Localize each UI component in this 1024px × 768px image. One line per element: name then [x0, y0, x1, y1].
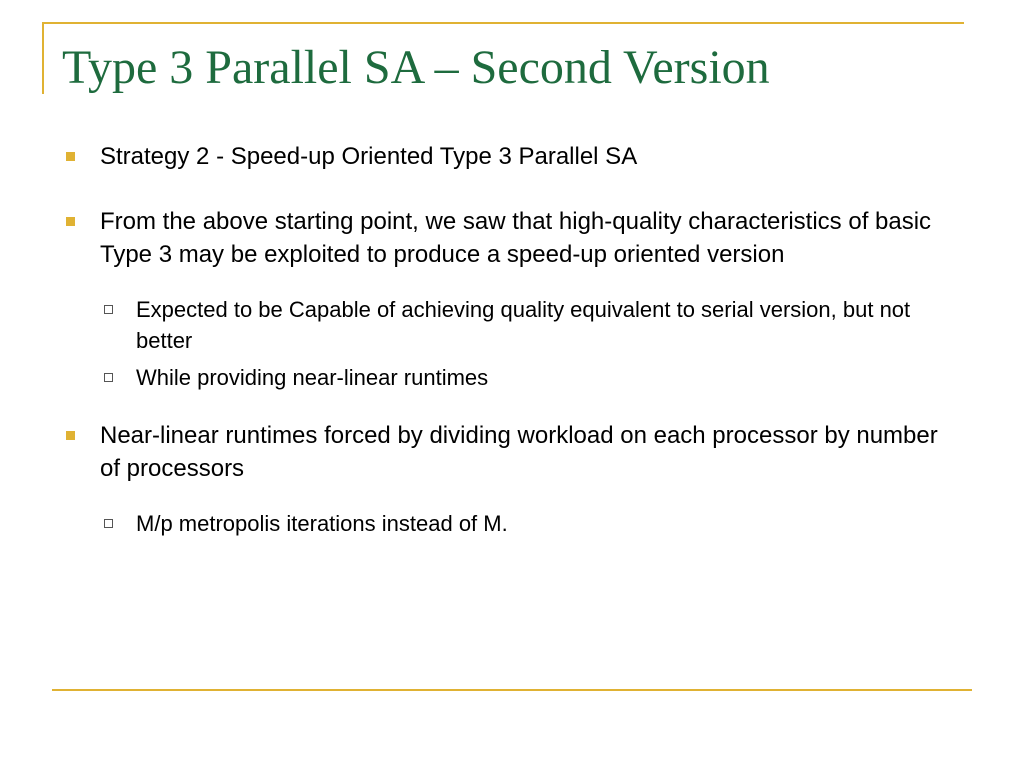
- bullet-item: [64, 140, 964, 173]
- hollow-square-bullet-icon: [104, 305, 113, 314]
- bullet-item: [64, 419, 964, 485]
- left-divider: [42, 22, 44, 94]
- sub-bullet-text: Expected to be Capable of achieving quality equivalent to serial version, but not better: [136, 297, 911, 353]
- square-bullet-icon: [66, 431, 75, 440]
- hollow-square-bullet-icon: [104, 519, 113, 528]
- bottom-divider: [52, 689, 972, 691]
- hollow-square-bullet-icon: [104, 373, 113, 382]
- sub-bullet-item: [64, 294, 964, 356]
- sub-bullet-item: [64, 362, 964, 393]
- slide-title: Type 3 Parallel SA – Second Version: [62, 41, 770, 94]
- sub-bullet-text: While providing near-linear runtimes: [136, 365, 489, 390]
- square-bullet-icon: [66, 217, 75, 226]
- sub-bullet-text: M/p metropolis iterations instead of M.: [136, 511, 508, 536]
- bullet-text: From the above starting point, we saw that high-quality characteristics of basic Type 3 may be exploited to produce a speed-up oriented version: [100, 208, 932, 268]
- bullet-text: Near-linear runtimes forced by dividing workload on each processor by number of processors: [100, 422, 938, 482]
- sub-bullet-item: [64, 508, 964, 539]
- bullet-item: [64, 205, 964, 271]
- bullet-text: Strategy 2 - Speed-up Oriented Type 3 Parallel SA: [100, 143, 638, 170]
- top-divider: [42, 22, 964, 24]
- square-bullet-icon: [66, 152, 75, 161]
- slide-body: [64, 140, 964, 539]
